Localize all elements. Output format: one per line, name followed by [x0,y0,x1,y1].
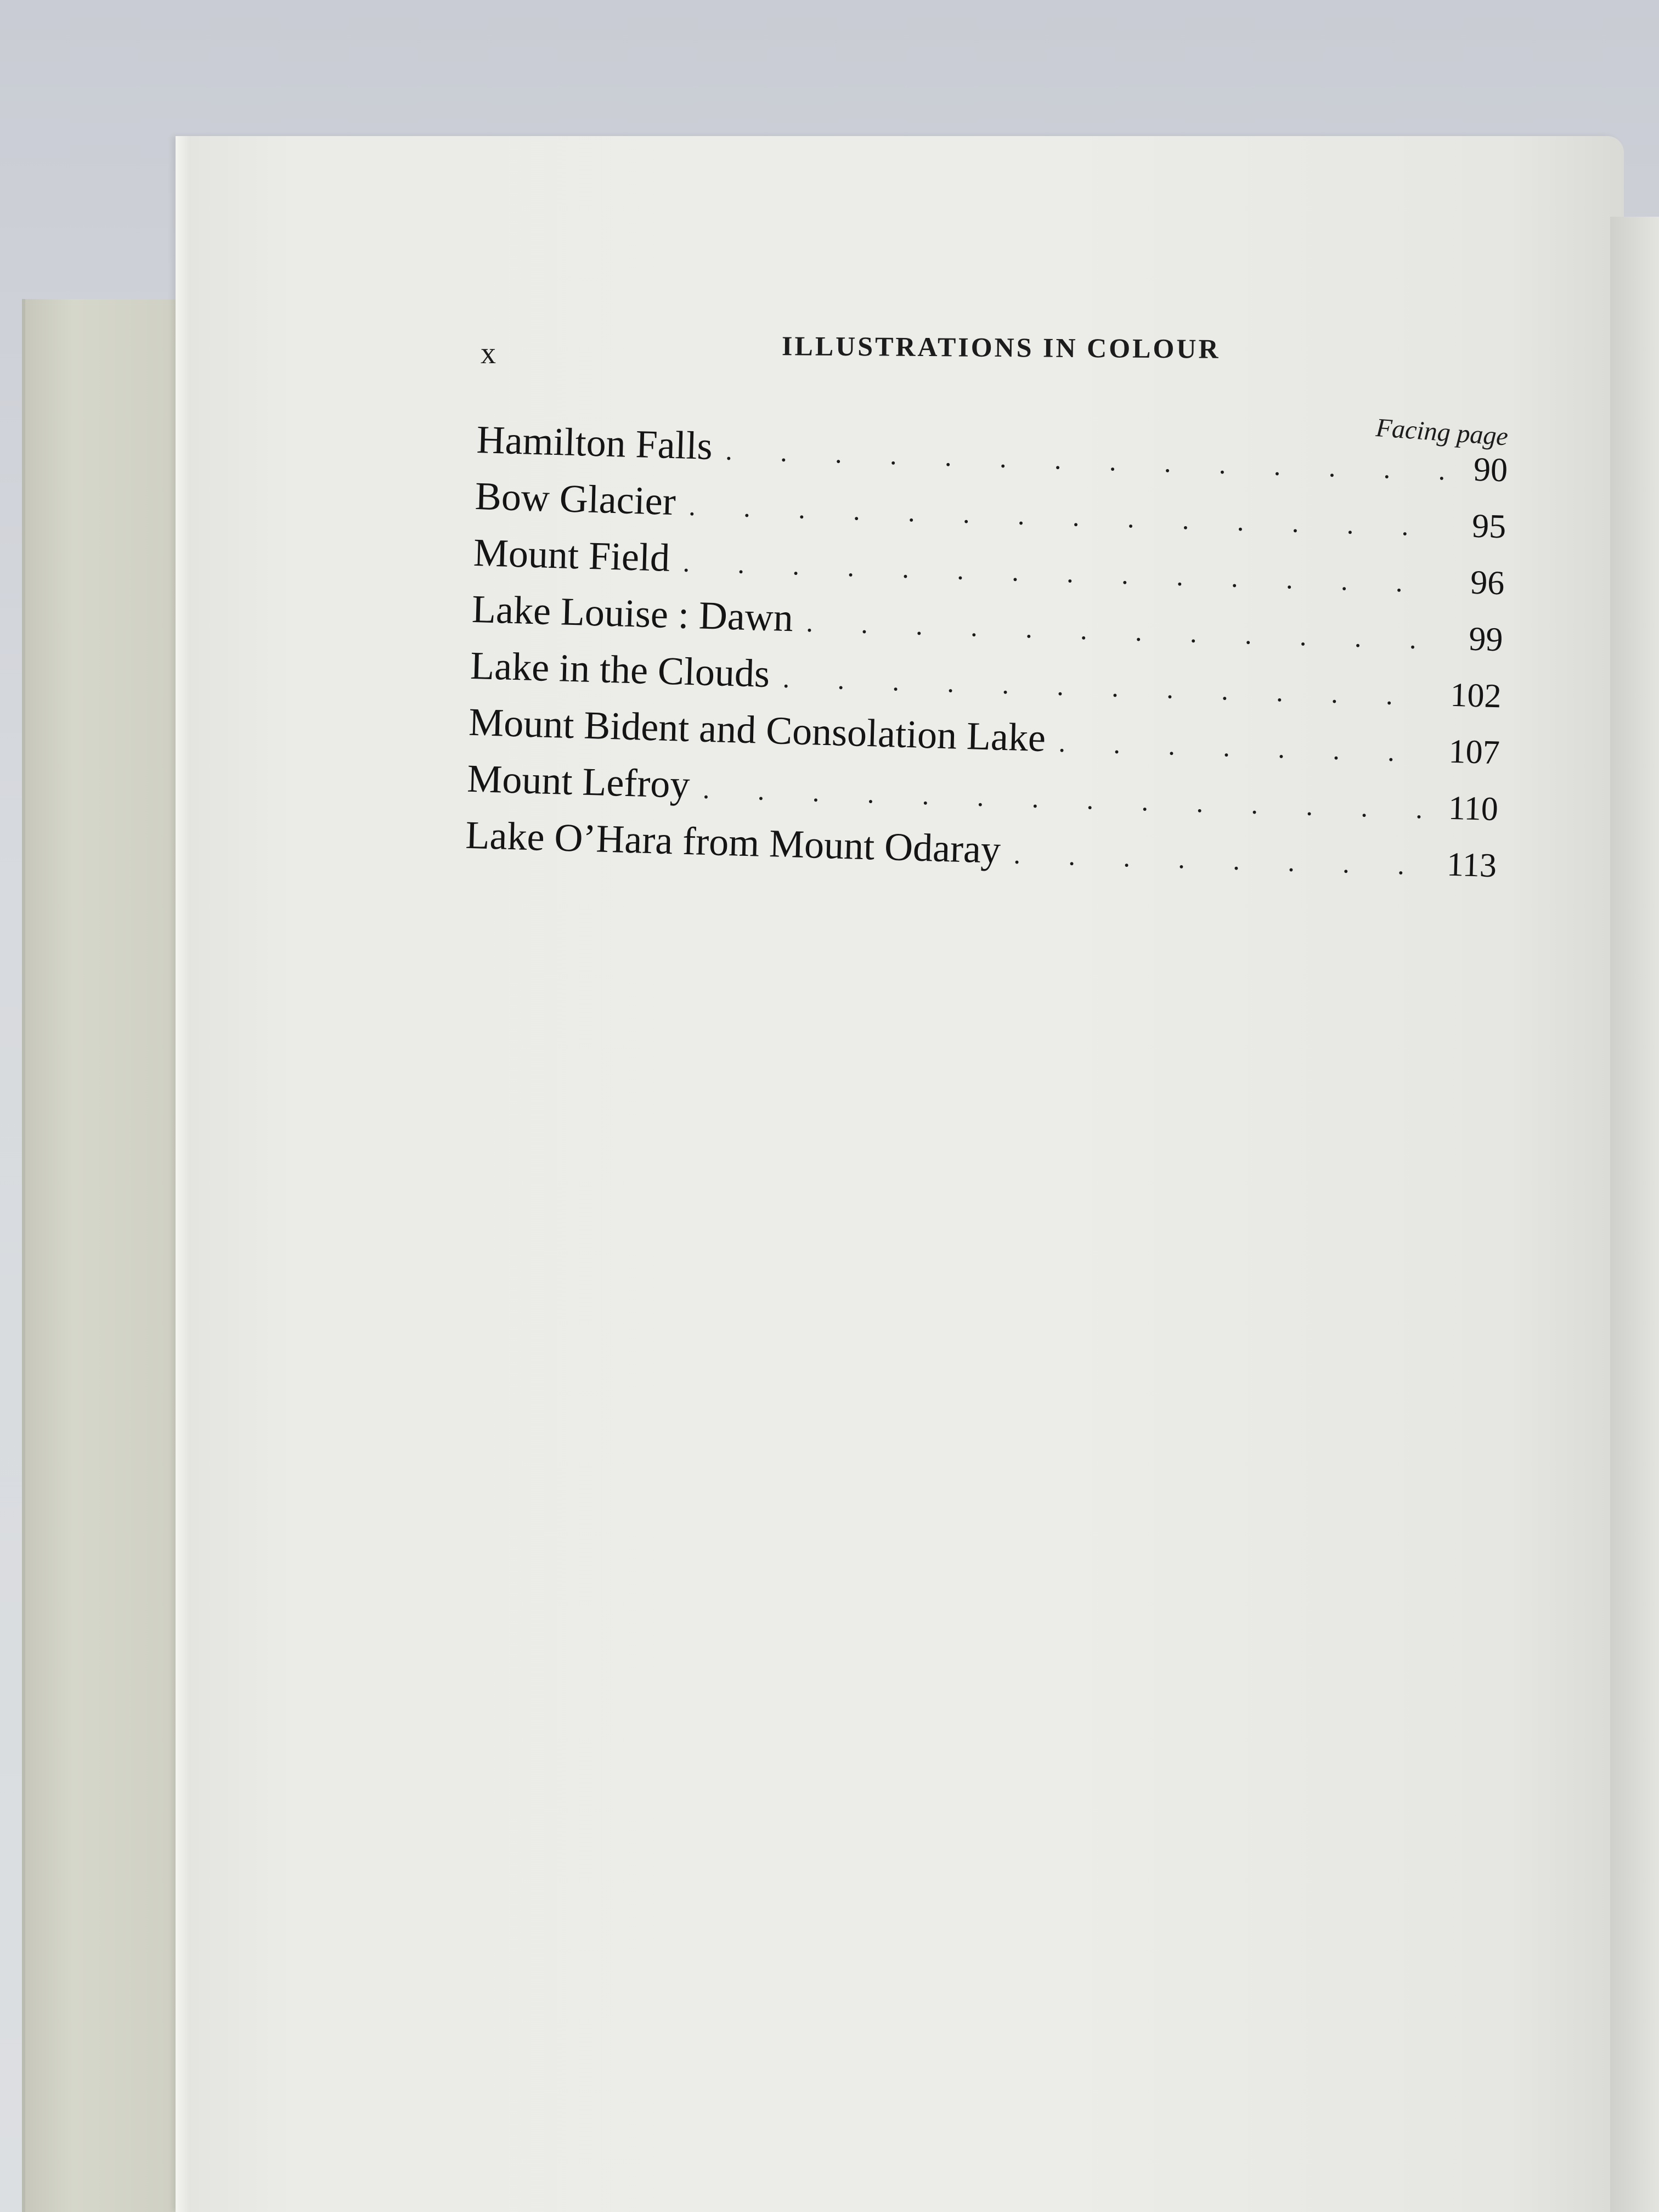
entry-title: Mount Field [472,530,671,580]
entry-page: 107 [1448,732,1500,772]
entry-title: Bow Glacier [474,473,676,524]
entry-page: 90 [1473,450,1508,489]
page-folio: x [481,336,497,370]
illustrations-list [465,417,1508,898]
entry-title: Lake O’Hara from Mount Odaray [465,812,1002,872]
page-edge [176,136,191,2212]
running-head: ILLUSTRATIONS IN COLOUR [781,330,1221,364]
entry-title: Mount Bident and Consolation Lake [468,699,1047,760]
book-cover [22,299,184,2212]
entry-title: Hamilton Falls [476,417,713,468]
entry-page: 95 [1471,507,1507,546]
facing-page-edge [1610,217,1659,2212]
entry-title: Lake in the Clouds [470,643,771,696]
entry-page: 110 [1448,789,1499,828]
entry-page: 113 [1446,845,1497,885]
entry-title: Mount Lefroy [466,756,691,807]
entry-page: 96 [1470,563,1505,602]
entry-page: 102 [1449,676,1502,715]
entry-title: Lake Louise : Dawn [471,586,794,640]
entry-page: 99 [1468,620,1504,659]
facing-page-label: Facing page [1375,413,1509,452]
